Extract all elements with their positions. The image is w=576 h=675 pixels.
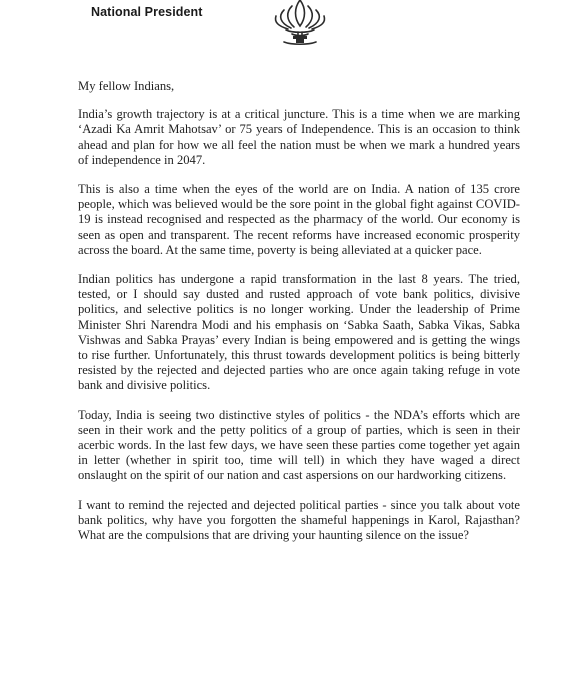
letter-paragraph-3: Indian politics has undergone a rapid transformation in the last 8 years. The tried, tested, or I should say dusted and rusted approach of vote bank politics, divisive politics, and selective politics is no longer working. Under the leadership of Prime Minister Shri Narendra Modi and his emphasis on ‘Sabka Saath, Sabka Vikas, Sabka Vishwas and Sabka Prayas’ every Indian is being empowered and is getting the wings to rise further. Unfortunately, this thrust towards development politics is being bitterly resisted by the rejected and dejected parties who are once again taking refuge in vote bank and divisive politics. [78,272,520,393]
sender-name-cropped [88,0,188,2]
party-name-cropped [388,0,538,2]
letter-salutation: My fellow Indians, [78,79,175,93]
letter-body [78,79,520,557]
letterhead [0,0,576,62]
letter-paragraph-1: India’s growth trajectory is at a critical juncture. This is a time when we are marking ‘Azadi Ka Amrit Mahotsav’ or 75 years of Independence. This is an occasion to think ahead and plan for how we all feel the nation must be when we mark a hundred years of independence in 2047. [78,107,520,167]
letter-paragraph-2: This is also a time when the eyes of the world are on India. A nation of 135 crore people, which was believed would be the sore point in the global fight against COVID-19 is instead recognised and respected as the pharmacy of the world. Our economy is seen as open and transparent. The recent reforms have increased economic prosperity across the board. At the same time, poverty is being alleviated at a quicker pace. [78,182,520,257]
letter-paragraph-5: I want to remind the rejected and dejected political parties - since you talk about vote bank politics, why have you forgotten the shameful happenings in Karol, Rajasthan? What are the compulsions that are driving your haunting silence on the issue? [78,497,520,543]
lotus-icon [262,0,338,58]
sender-title: National President [91,5,203,19]
cropped-text-icon [88,0,188,2]
letter-paragraph-4: Today, India is seeing two distinctive styles of politics - the NDA’s efforts which are seen in their work and the petty politics of a group of parties, which is seen in their acerbic words. In the last few days, we have seen these parties come together yet again in letter (whether in spirit too, time will tell) in which they have waged a direct onslaught on the spirit of our nation and cast aspersions on our hardworking citizens. [78,407,520,483]
